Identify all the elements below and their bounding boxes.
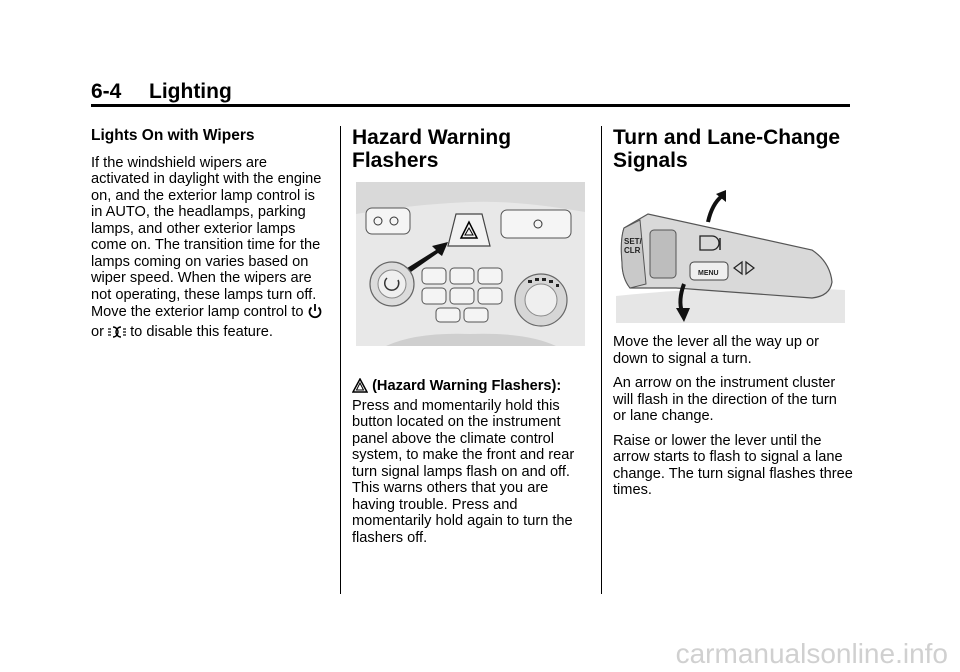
hazard-body: Press and momentarily hold this button located on the instrument panel above the climate control system, to make the front and rear turn signal lamps flash on and off. This warns others that you are having trouble. Press and momentarily hold again to turn the flashers off. [352,397,575,546]
connector-or: or [91,323,104,340]
column-lights-on-with-wipers [91,128,327,351]
heading-hazard-warning-flashers: Hazard Warning Flashers [352,126,512,172]
wipers-body-text-end: to disable this feature. [130,323,273,340]
set-clr-label-line2: CLR [624,246,641,255]
power-icon [308,303,322,324]
turn-signal-description [613,334,853,507]
wipers-body-text: If the windshield wipers are activated in daylight with the engine on, and the exterior lamp control is in AUTO, the headlamps, parking lamps, and other exterior lamps come on. The transition time for the lamps coming on varies based on wiper speed. When the wipers are not operating, these lamps turn off. Move the exterior lamp control to [91,154,322,320]
watermark: carmanualsonline.info [675,638,948,669]
heading-turn-and-lane-change-signals: Turn and Lane-Change Signals [613,126,841,172]
turn-paragraph-2: An arrow on the instrument cluster will flash in the direction of the turn or lane change. [613,375,837,424]
section-title: Lighting [149,80,232,103]
page-number: 6-4 [91,80,122,103]
wipers-paragraph [91,155,327,344]
turn-paragraph-1: Move the lever all the way up or down to signal a turn. [613,334,820,367]
set-clr-label-line1: SET/ [624,237,642,246]
hazard-description [352,378,588,554]
turn-paragraph-3: Raise or lower the lever until the arrow starts to flash to signal a lane change. The turn signal flashes three times. [613,432,853,498]
hazard-triangle-icon [352,378,368,398]
column-divider-2 [601,126,602,594]
column-hazard [352,126,588,172]
header-rule [91,104,850,107]
hazard-label: (Hazard Warning Flashers): [372,378,562,394]
menu-label: MENU [698,270,719,277]
subhead-lights-on-with-wipers: Lights On with Wipers [91,127,255,144]
hazard-button-illustration [356,182,585,346]
column-turn-signals [613,126,853,172]
hazard-paragraph [352,378,588,546]
turn-signal-lever-illustration [616,188,845,323]
parking-lamp-icon [108,325,126,344]
column-divider-1 [340,126,341,594]
